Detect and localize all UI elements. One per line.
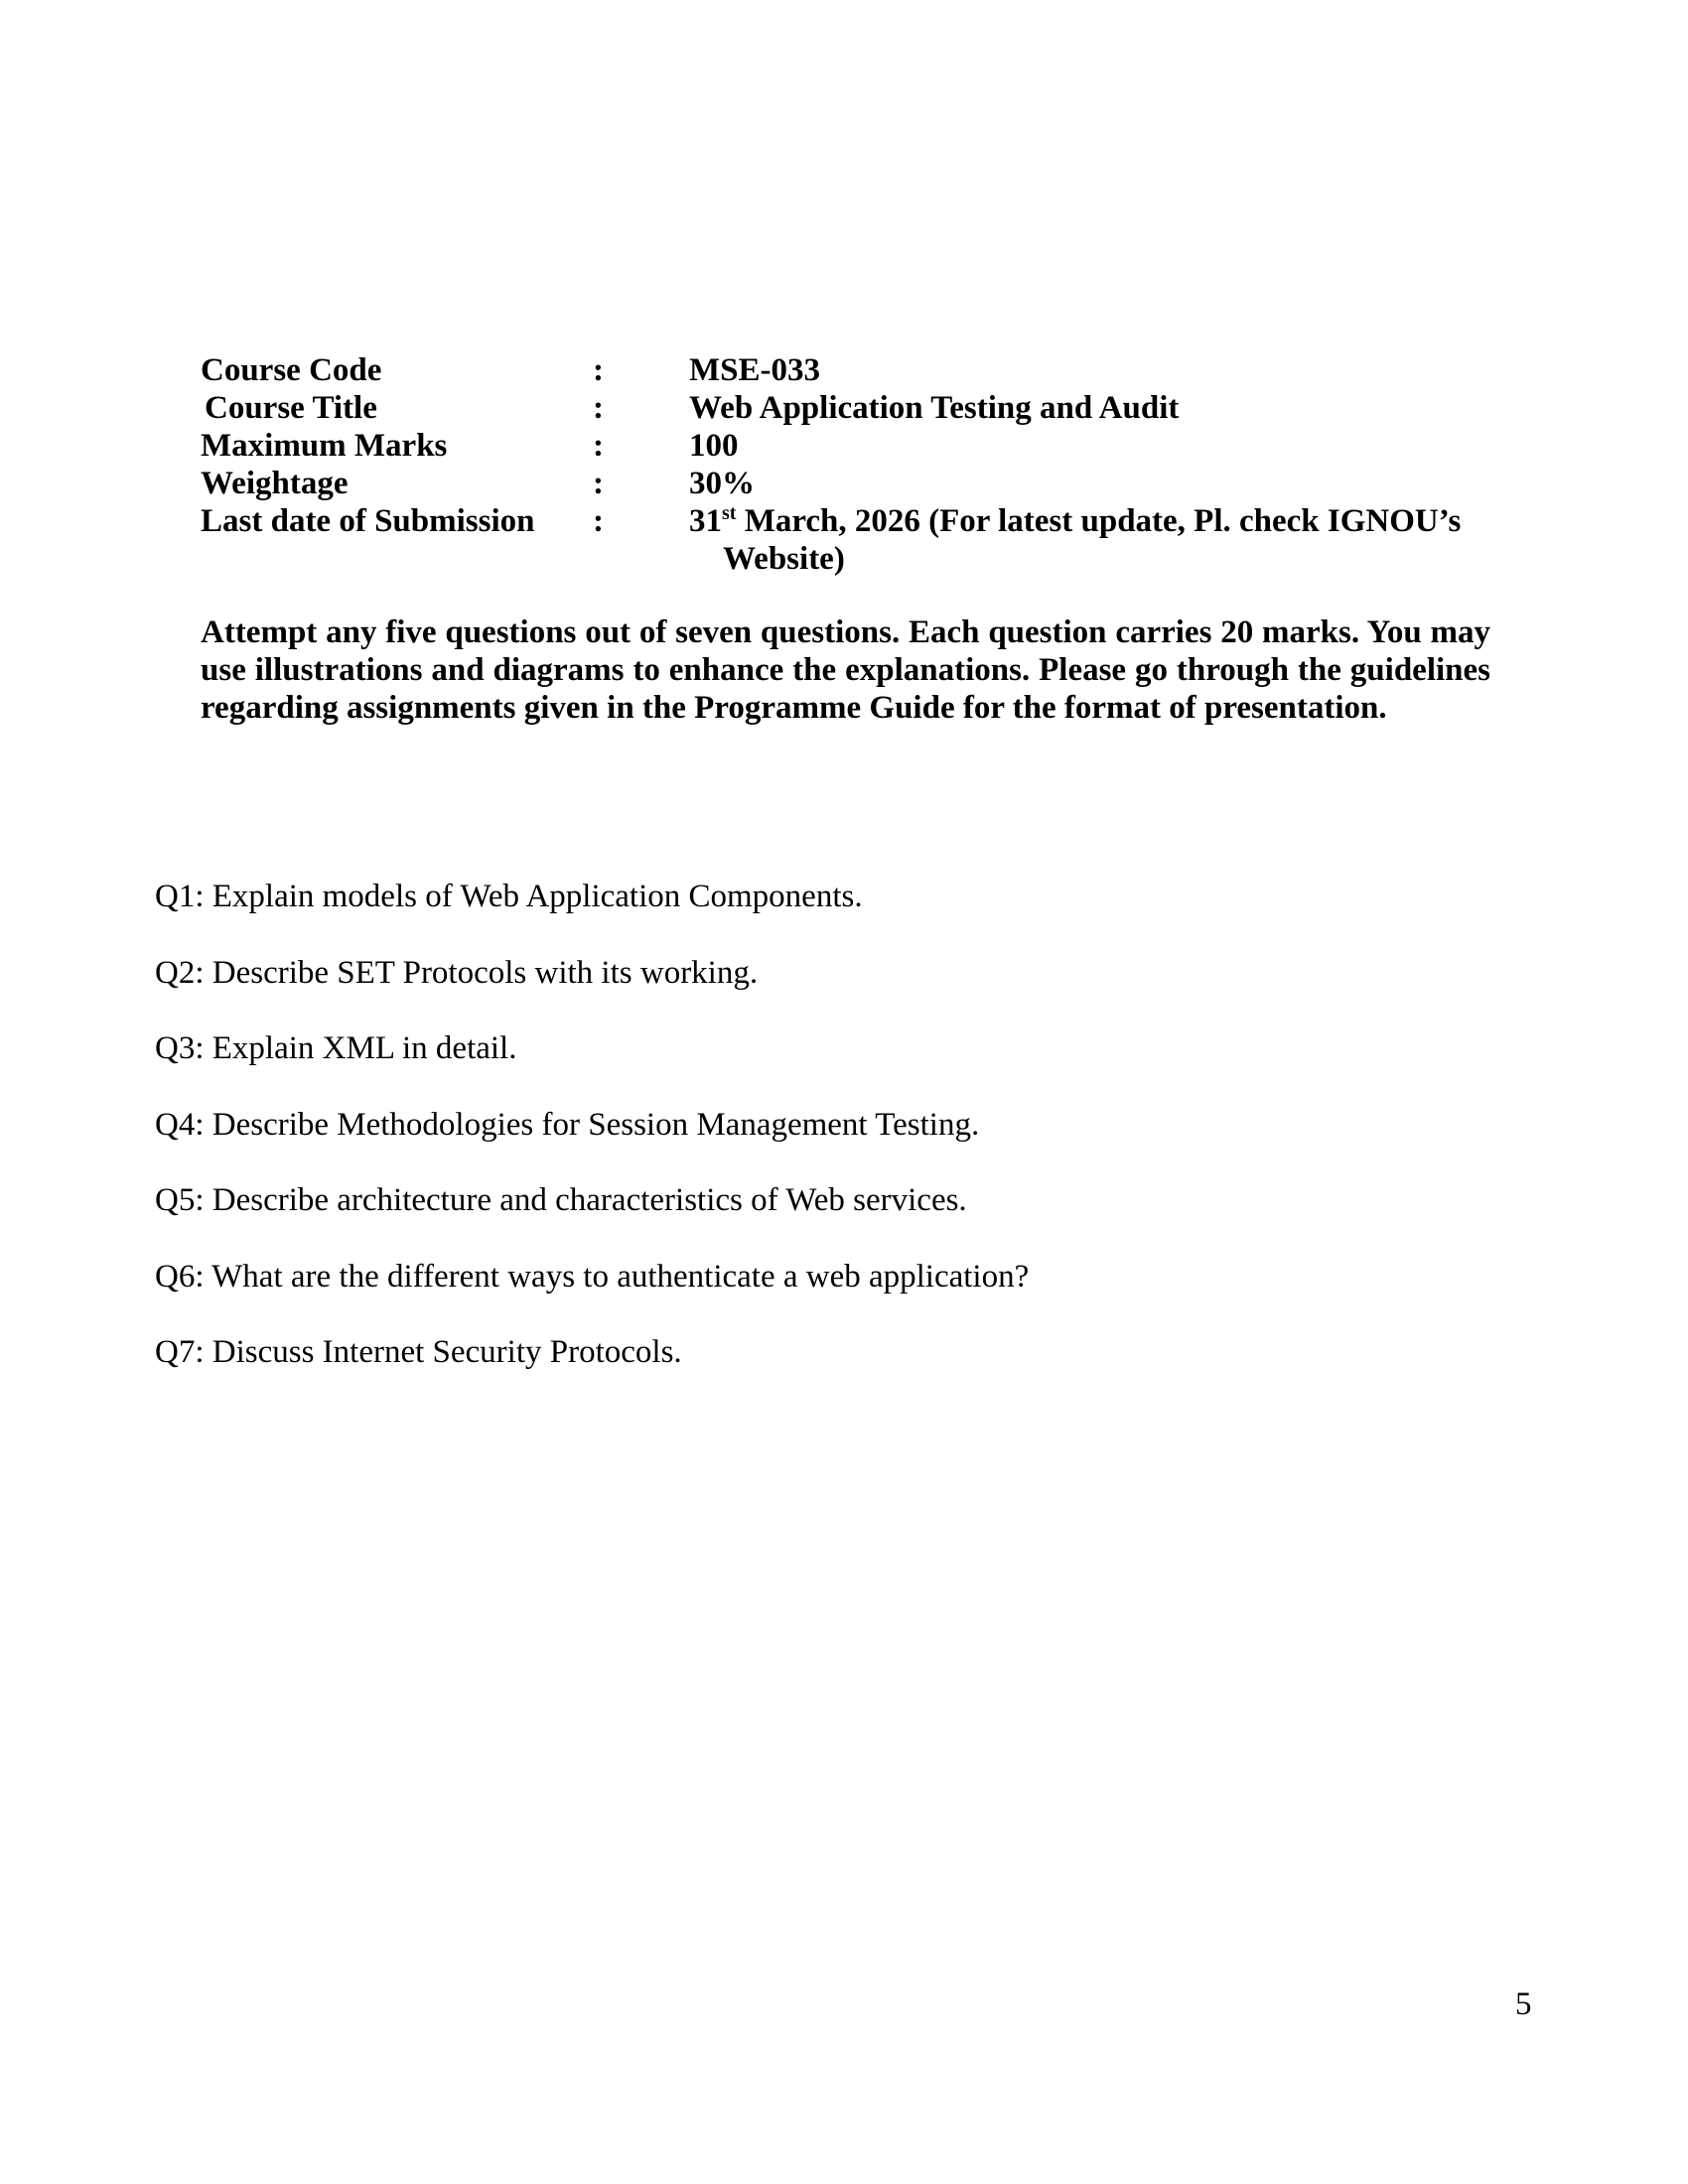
submission-date-day: 31 xyxy=(689,503,722,539)
question-4: Q4: Describe Methodologies for Session Management Testing. xyxy=(155,1106,980,1143)
question-2: Q2: Describe SET Protocols with its working. xyxy=(155,954,759,991)
page-number: 5 xyxy=(1515,1986,1532,2022)
submission-date-ordinal: st xyxy=(722,502,737,524)
maximum-marks-colon: : xyxy=(593,428,604,464)
weightage-row xyxy=(201,465,1511,502)
course-details-table xyxy=(201,351,1511,578)
course-title-row xyxy=(201,389,1511,427)
submission-date-continuation: Website) xyxy=(723,541,845,577)
instructions-paragraph: Attempt any five questions out of seven questions. Each question carries 20 marks. You may use illustrations and diagrams to enhance the explanations. Please go through the guidelines regarding assignments given in the Programme Guide for the format of presentation. xyxy=(201,614,1490,726)
submission-date-text: March, 2026 (For latest update, Pl. check IGNOU’s xyxy=(736,503,1462,539)
course-code-colon: : xyxy=(593,352,604,388)
question-5: Q5: Describe architecture and characteristics of Web services. xyxy=(155,1182,967,1218)
course-title-value: Web Application Testing and Audit xyxy=(689,390,1180,426)
maximum-marks-value: 100 xyxy=(689,428,739,464)
maximum-marks-label: Maximum Marks xyxy=(201,428,448,464)
weightage-label: Weightage xyxy=(201,466,349,501)
submission-date-value xyxy=(689,502,1511,578)
weightage-colon: : xyxy=(593,466,604,501)
questions-list xyxy=(155,878,1545,1410)
course-code-value: MSE-033 xyxy=(689,352,820,388)
submission-date-row xyxy=(201,502,1511,578)
course-title-colon: : xyxy=(593,390,604,426)
question-7: Q7: Discuss Internet Security Protocols. xyxy=(155,1334,682,1370)
question-6: Q6: What are the different ways to authenticate a web application? xyxy=(155,1258,1030,1295)
weightage-value: 30% xyxy=(689,466,755,501)
question-1: Q1: Explain models of Web Application Components. xyxy=(155,879,863,914)
submission-date-label: Last date of Submission xyxy=(201,503,535,539)
submission-date-colon: : xyxy=(593,503,604,539)
course-code-label: Course Code xyxy=(201,352,382,388)
course-code-row xyxy=(201,351,1511,389)
course-title-label: Course Title xyxy=(205,390,377,426)
maximum-marks-row xyxy=(201,427,1511,465)
question-3: Q3: Explain XML in detail. xyxy=(155,1030,517,1066)
